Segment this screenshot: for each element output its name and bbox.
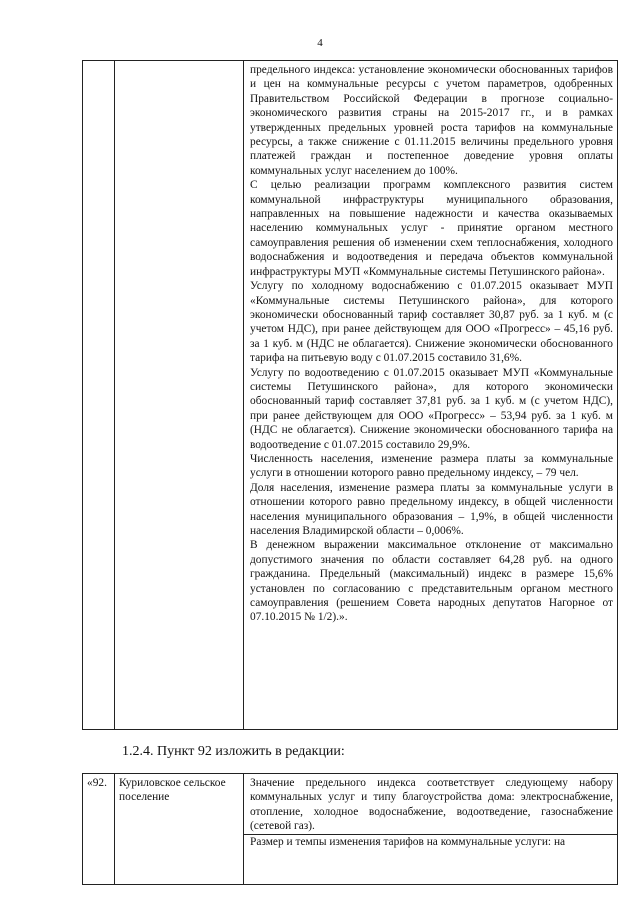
amendment-table-item-92 — [82, 773, 618, 885]
section-heading: 1.2.4. Пункт 92 изложить в редакции: — [122, 744, 345, 759]
paragraph-wastewater-tariff: Услугу по водоотведению с 01.07.2015 оказывает МУП «Коммунальные системы Петушинского района», для которого экономически обоснованный тариф составляет 37,81 руб. за 1 куб. м (с учетом НДС), при ранее действующем для ООО «Прогресс» – 53,94 руб. за 1 куб. м (НДС не облагается). Снижение экономически обоснованного тарифа на водоотведение с 01.07.2015 составило 29,9%. — [250, 366, 613, 451]
paragraph-max-deviation: В денежном выражении максимальное отклонение от максимально допустимого значения по области составляет 64,28 руб. на одного гражданина. Предельный (максимальный) индекс в размере 15,6% установлен по согласованию с представительным органом местного самоуправления (решением Совета народных депутатов Нагорное от 07.10.2015 № 1/2).». — [250, 539, 613, 624]
row-number-cell — [83, 61, 115, 730]
description-cell — [244, 61, 618, 730]
paragraph-cold-water-tariff: Услугу по холодному водоснабжению с 01.07.2015 оказывает МУП «Коммунальные системы Петушинского района», для которого экономически обоснованный тариф составляет 30,87 руб. за 1 куб. м (с учетом НДС), при ранее действующем для ООО «Прогресс» – 45,16 руб. за 1 куб. м (НДС не облагается). Снижение экономически обоснованного тарифа на питьевую воду с 01.07.2015 составило 31,6%. — [250, 280, 613, 365]
settlement-name: Куриловское сельское поселение — [119, 777, 226, 804]
paragraph-infrastructure-programs: С целью реализации программ комплексного развития систем коммунальной инфраструктуры муниципального образования, направленных на повышение надежности и качества оказываемых населению коммунальных услуг - принятие органом местного самоуправления решения об изменении схем теплоснабжения, холодного водоснабжения и водоотведения и передача объектов коммунальной инфраструктуры МУП «Коммунальные системы Петушинского района». — [250, 179, 613, 278]
paragraph-tariff-dynamics: Размер и темпы изменения тарифов на коммунальные услуги: на — [250, 835, 566, 848]
description-cell — [244, 774, 618, 885]
settlement-cell — [115, 774, 244, 885]
paragraph-index-criteria: предельного индекса: установление экономически обоснованных тарифов и цен на коммунальные ресурсы с учетом параметров, одобренных Правительством Российской Федерации в прогнозе социально-экономического развития страны на 2015-2017 гг., и в рамках утвержденных предельных уровней роста тарифов на коммунальные ресурсы, а также снижение с 01.11.2015 величины предельного уровня платежей граждан и постепенное доведение уровня оплаты коммунальных услуг населением до 100%. — [250, 64, 613, 177]
row-number-cell — [83, 774, 115, 885]
paragraph-service-set: Значение предельного индекса соответствует следующему набору коммунальных услуг и типу благоустройства дома: электроснабжение, отопление, холодное водоснабжение, водоотведение, газоснабжение (сетевой газ). — [250, 777, 613, 833]
amendment-table-continued — [82, 60, 618, 730]
settlement-cell — [115, 61, 244, 730]
page-number: 4 — [317, 37, 323, 49]
paragraph-population-count: Численность населения, изменение размера платы за коммунальные услуги в отношении которого равно предельному индексу, – 79 чел. — [250, 452, 613, 480]
row-number: «92. — [87, 777, 107, 789]
paragraph-population-share: Доля населения, изменение размера платы за коммунальные услуги в отношении которого равно предельному индексу, в общей численности населения муниципального образования – 1,9%, в общей численности населения Владимирской области – 0,006%. — [250, 481, 613, 537]
